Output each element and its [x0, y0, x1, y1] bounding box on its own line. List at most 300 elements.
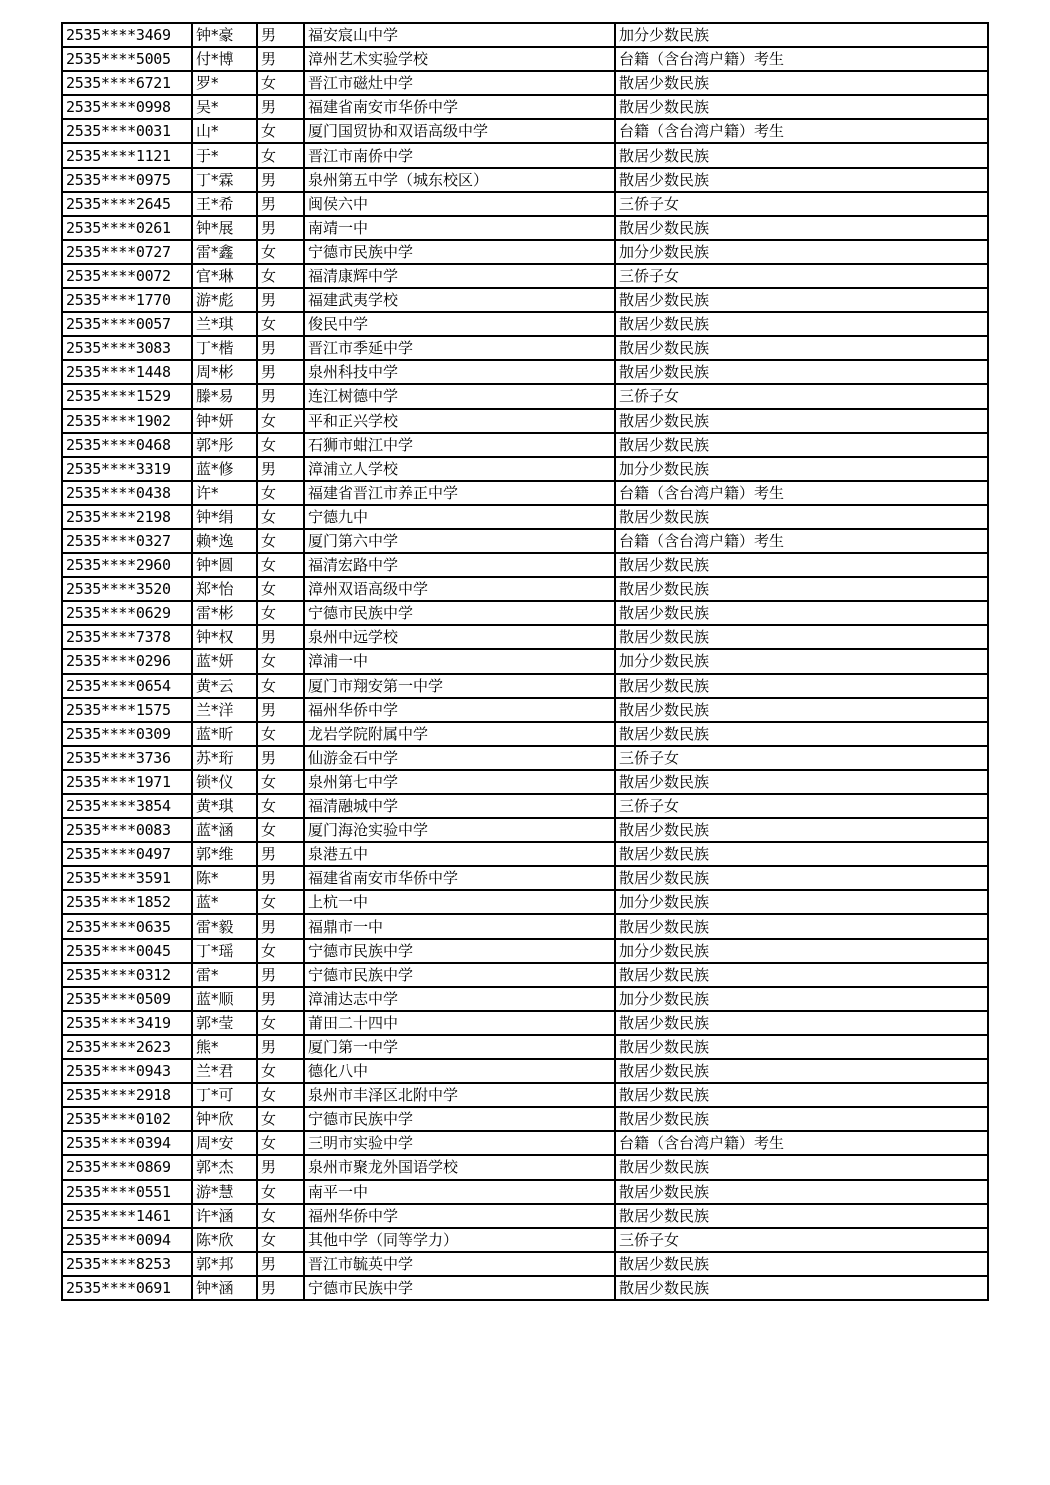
candidate-school-cell: 泉港五中: [304, 842, 615, 866]
candidate-id-cell: 2535****2198: [62, 505, 192, 529]
candidate-school-cell: 泉州市聚龙外国语学校: [304, 1155, 615, 1179]
table-row: [62, 601, 988, 625]
candidate-category-cell: 散居少数民族: [615, 818, 988, 842]
candidate-id-cell: 2535****1461: [62, 1204, 192, 1228]
candidate-school-cell: 漳州双语高级中学: [304, 577, 615, 601]
candidate-school-cell: 南靖一中: [304, 216, 615, 240]
candidate-sex-cell: 男: [257, 457, 304, 481]
candidate-name-cell: 蓝*妍: [192, 649, 257, 673]
candidate-category-cell: 三侨子女: [615, 384, 988, 408]
candidate-name-cell: 游*彪: [192, 288, 257, 312]
candidate-category-cell: 散居少数民族: [615, 601, 988, 625]
candidate-category-cell: 加分少数民族: [615, 890, 988, 914]
candidate-sex-cell: 男: [257, 866, 304, 890]
candidate-id-cell: 2535****3591: [62, 866, 192, 890]
candidate-school-cell: 平和正兴学校: [304, 409, 615, 433]
candidate-sex-cell: 女: [257, 312, 304, 336]
candidate-sex-cell: 女: [257, 1204, 304, 1228]
candidate-category-cell: 散居少数民族: [615, 866, 988, 890]
candidate-name-cell: 丁*楷: [192, 336, 257, 360]
candidate-sex-cell: 男: [257, 288, 304, 312]
table-row: [62, 963, 988, 987]
table-row: [62, 1035, 988, 1059]
candidate-sex-cell: 男: [257, 95, 304, 119]
candidate-sex-cell: 女: [257, 939, 304, 963]
candidate-category-cell: 加分少数民族: [615, 457, 988, 481]
candidate-sex-cell: 女: [257, 601, 304, 625]
candidate-name-cell: 赖*逸: [192, 529, 257, 553]
candidate-sex-cell: 男: [257, 842, 304, 866]
table-row: [62, 577, 988, 601]
candidate-school-cell: 宁德九中: [304, 505, 615, 529]
candidate-name-cell: 黄*云: [192, 674, 257, 698]
candidate-sex-cell: 女: [257, 553, 304, 577]
candidate-name-cell: 钟*权: [192, 625, 257, 649]
candidate-school-cell: 晋江市南侨中学: [304, 143, 615, 167]
candidate-school-cell: 福建省南安市华侨中学: [304, 866, 615, 890]
candidate-table-body: [62, 23, 988, 1300]
table-row: [62, 1180, 988, 1204]
candidate-school-cell: 莆田二十四中: [304, 1011, 615, 1035]
candidate-category-cell: 散居少数民族: [615, 1252, 988, 1276]
candidate-name-cell: 雷*鑫: [192, 240, 257, 264]
table-row: [62, 505, 988, 529]
candidate-school-cell: 宁德市民族中学: [304, 1276, 615, 1300]
candidate-id-cell: 2535****0691: [62, 1276, 192, 1300]
candidate-id-cell: 2535****0312: [62, 963, 192, 987]
candidate-sex-cell: 男: [257, 1155, 304, 1179]
candidate-id-cell: 2535****6721: [62, 71, 192, 95]
candidate-id-cell: 2535****0102: [62, 1107, 192, 1131]
candidate-id-cell: 2535****0869: [62, 1155, 192, 1179]
candidate-id-cell: 2535****0943: [62, 1059, 192, 1083]
table-row: [62, 842, 988, 866]
candidate-id-cell: 2535****2960: [62, 553, 192, 577]
candidate-sex-cell: 女: [257, 1131, 304, 1155]
table-row: [62, 1252, 988, 1276]
candidate-category-cell: 台籍（含台湾户籍）考生: [615, 47, 988, 71]
candidate-sex-cell: 男: [257, 360, 304, 384]
candidate-name-cell: 蓝*昕: [192, 722, 257, 746]
candidate-id-cell: 2535****0394: [62, 1131, 192, 1155]
table-row: [62, 384, 988, 408]
candidate-id-cell: 2535****3736: [62, 746, 192, 770]
candidate-category-cell: 台籍（含台湾户籍）考生: [615, 481, 988, 505]
candidate-school-cell: 宁德市民族中学: [304, 240, 615, 264]
table-row: [62, 1107, 988, 1131]
candidate-school-cell: 泉州市丰泽区北附中学: [304, 1083, 615, 1107]
candidate-school-cell: 宁德市民族中学: [304, 601, 615, 625]
candidate-category-cell: 散居少数民族: [615, 143, 988, 167]
candidate-sex-cell: 女: [257, 433, 304, 457]
candidate-name-cell: 郭*维: [192, 842, 257, 866]
table-row: [62, 1155, 988, 1179]
candidate-name-cell: 钟*欣: [192, 1107, 257, 1131]
candidate-sex-cell: 男: [257, 336, 304, 360]
candidate-id-cell: 2535****1529: [62, 384, 192, 408]
candidate-category-cell: 散居少数民族: [615, 505, 988, 529]
candidate-sex-cell: 女: [257, 1180, 304, 1204]
candidate-sex-cell: 女: [257, 71, 304, 95]
candidate-name-cell: 郭*邦: [192, 1252, 257, 1276]
candidate-category-cell: 散居少数民族: [615, 360, 988, 384]
candidate-name-cell: 付*博: [192, 47, 257, 71]
candidate-name-cell: 兰*洋: [192, 698, 257, 722]
table-row: [62, 71, 988, 95]
candidate-name-cell: 丁*霖: [192, 168, 257, 192]
candidate-name-cell: 钟*圆: [192, 553, 257, 577]
table-row: [62, 649, 988, 673]
candidate-school-cell: 晋江市季延中学: [304, 336, 615, 360]
candidate-sex-cell: 男: [257, 746, 304, 770]
table-row: [62, 481, 988, 505]
candidate-sex-cell: 男: [257, 168, 304, 192]
candidate-sex-cell: 男: [257, 1276, 304, 1300]
candidate-table: [61, 22, 989, 1301]
candidate-school-cell: 厦门海沧实验中学: [304, 818, 615, 842]
candidate-name-cell: 钟*豪: [192, 23, 257, 47]
candidate-sex-cell: 男: [257, 216, 304, 240]
candidate-sex-cell: 女: [257, 890, 304, 914]
table-row: [62, 818, 988, 842]
table-row: [62, 216, 988, 240]
table-row: [62, 746, 988, 770]
candidate-school-cell: 德化八中: [304, 1059, 615, 1083]
candidate-sex-cell: 女: [257, 649, 304, 673]
candidate-sex-cell: 男: [257, 23, 304, 47]
candidate-sex-cell: 男: [257, 1035, 304, 1059]
candidate-id-cell: 2535****2918: [62, 1083, 192, 1107]
candidate-name-cell: 黄*琪: [192, 794, 257, 818]
candidate-id-cell: 2535****0031: [62, 119, 192, 143]
table-row: [62, 794, 988, 818]
candidate-name-cell: 许*涵: [192, 1204, 257, 1228]
candidate-sex-cell: 男: [257, 625, 304, 649]
candidate-school-cell: 其他中学（同等学力）: [304, 1228, 615, 1252]
candidate-name-cell: 郭*莹: [192, 1011, 257, 1035]
candidate-sex-cell: 女: [257, 722, 304, 746]
candidate-sex-cell: 女: [257, 1083, 304, 1107]
table-row: [62, 890, 988, 914]
candidate-category-cell: 散居少数民族: [615, 1204, 988, 1228]
candidate-school-cell: 俊民中学: [304, 312, 615, 336]
candidate-category-cell: 三侨子女: [615, 1228, 988, 1252]
table-row: [62, 1131, 988, 1155]
table-row: [62, 47, 988, 71]
table-row: [62, 1276, 988, 1300]
candidate-school-cell: 厦门第六中学: [304, 529, 615, 553]
candidate-name-cell: 游*慧: [192, 1180, 257, 1204]
candidate-category-cell: 散居少数民族: [615, 722, 988, 746]
candidate-name-cell: 周*彬: [192, 360, 257, 384]
candidate-category-cell: 加分少数民族: [615, 939, 988, 963]
candidate-category-cell: 散居少数民族: [615, 288, 988, 312]
candidate-name-cell: 郭*彤: [192, 433, 257, 457]
candidate-name-cell: 兰*君: [192, 1059, 257, 1083]
candidate-school-cell: 厦门市翔安第一中学: [304, 674, 615, 698]
table-row: [62, 433, 988, 457]
candidate-category-cell: 加分少数民族: [615, 240, 988, 264]
candidate-id-cell: 2535****0635: [62, 914, 192, 938]
candidate-school-cell: 漳浦达志中学: [304, 987, 615, 1011]
candidate-name-cell: 钟*涵: [192, 1276, 257, 1300]
candidate-id-cell: 2535****2623: [62, 1035, 192, 1059]
candidate-id-cell: 2535****0094: [62, 1228, 192, 1252]
candidate-school-cell: 泉州第五中学（城东校区）: [304, 168, 615, 192]
candidate-id-cell: 2535****0083: [62, 818, 192, 842]
candidate-id-cell: 2535****0045: [62, 939, 192, 963]
candidate-name-cell: 陈*欣: [192, 1228, 257, 1252]
candidate-category-cell: 散居少数民族: [615, 1107, 988, 1131]
candidate-id-cell: 2535****3854: [62, 794, 192, 818]
candidate-id-cell: 2535****3520: [62, 577, 192, 601]
table-row: [62, 23, 988, 47]
candidate-id-cell: 2535****1852: [62, 890, 192, 914]
candidate-school-cell: 南平一中: [304, 1180, 615, 1204]
candidate-sex-cell: 女: [257, 674, 304, 698]
candidate-sex-cell: 男: [257, 384, 304, 408]
candidate-name-cell: 蓝*: [192, 890, 257, 914]
candidate-school-cell: 福清融城中学: [304, 794, 615, 818]
candidate-sex-cell: 女: [257, 264, 304, 288]
candidate-category-cell: 散居少数民族: [615, 1155, 988, 1179]
candidate-school-cell: 连江树德中学: [304, 384, 615, 408]
table-row: [62, 457, 988, 481]
table-row: [62, 939, 988, 963]
table-row: [62, 987, 988, 1011]
table-row: [62, 1204, 988, 1228]
candidate-sex-cell: 女: [257, 1011, 304, 1035]
candidate-id-cell: 2535****8253: [62, 1252, 192, 1276]
candidate-school-cell: 闽侯六中: [304, 192, 615, 216]
candidate-id-cell: 2535****3419: [62, 1011, 192, 1035]
candidate-name-cell: 兰*琪: [192, 312, 257, 336]
candidate-sex-cell: 男: [257, 47, 304, 71]
candidate-category-cell: 散居少数民族: [615, 71, 988, 95]
candidate-school-cell: 漳浦立人学校: [304, 457, 615, 481]
candidate-school-cell: 厦门第一中学: [304, 1035, 615, 1059]
candidate-sex-cell: 女: [257, 481, 304, 505]
candidate-sex-cell: 女: [257, 505, 304, 529]
candidate-name-cell: 蓝*修: [192, 457, 257, 481]
candidate-school-cell: 三明市实验中学: [304, 1131, 615, 1155]
candidate-school-cell: 石狮市蚶江中学: [304, 433, 615, 457]
candidate-id-cell: 2535****3083: [62, 336, 192, 360]
table-row: [62, 1011, 988, 1035]
table-row: [62, 866, 988, 890]
candidate-category-cell: 散居少数民族: [615, 674, 988, 698]
candidate-category-cell: 散居少数民族: [615, 1276, 988, 1300]
table-row: [62, 529, 988, 553]
candidate-id-cell: 2535****0509: [62, 987, 192, 1011]
candidate-id-cell: 2535****0551: [62, 1180, 192, 1204]
candidate-id-cell: 2535****5005: [62, 47, 192, 71]
candidate-category-cell: 三侨子女: [615, 794, 988, 818]
candidate-name-cell: 丁*可: [192, 1083, 257, 1107]
candidate-id-cell: 2535****7378: [62, 625, 192, 649]
candidate-category-cell: 散居少数民族: [615, 168, 988, 192]
candidate-id-cell: 2535****0998: [62, 95, 192, 119]
candidate-id-cell: 2535****1121: [62, 143, 192, 167]
candidate-name-cell: 郑*怡: [192, 577, 257, 601]
candidate-sex-cell: 女: [257, 1107, 304, 1131]
candidate-school-cell: 龙岩学院附属中学: [304, 722, 615, 746]
table-row: [62, 625, 988, 649]
candidate-name-cell: 钟*妍: [192, 409, 257, 433]
candidate-category-cell: 散居少数民族: [615, 577, 988, 601]
table-row: [62, 698, 988, 722]
candidate-sex-cell: 女: [257, 119, 304, 143]
table-row: [62, 119, 988, 143]
candidate-school-cell: 福建武夷学校: [304, 288, 615, 312]
candidate-id-cell: 2535****0727: [62, 240, 192, 264]
candidate-name-cell: 周*安: [192, 1131, 257, 1155]
candidate-name-cell: 吴*: [192, 95, 257, 119]
candidate-school-cell: 福鼎市一中: [304, 914, 615, 938]
candidate-sex-cell: 男: [257, 192, 304, 216]
candidate-name-cell: 雷*: [192, 963, 257, 987]
candidate-sex-cell: 男: [257, 1252, 304, 1276]
candidate-name-cell: 钟*绢: [192, 505, 257, 529]
table-row: [62, 192, 988, 216]
candidate-school-cell: 福州华侨中学: [304, 1204, 615, 1228]
candidate-category-cell: 散居少数民族: [615, 914, 988, 938]
candidate-category-cell: 散居少数民族: [615, 698, 988, 722]
table-row: [62, 288, 988, 312]
candidate-school-cell: 福安宸山中学: [304, 23, 615, 47]
candidate-id-cell: 2535****1971: [62, 770, 192, 794]
candidate-id-cell: 2535****0497: [62, 842, 192, 866]
table-row: [62, 1083, 988, 1107]
candidate-id-cell: 2535****1575: [62, 698, 192, 722]
candidate-sex-cell: 女: [257, 529, 304, 553]
candidate-sex-cell: 女: [257, 818, 304, 842]
candidate-category-cell: 散居少数民族: [615, 553, 988, 577]
candidate-id-cell: 2535****0468: [62, 433, 192, 457]
candidate-name-cell: 丁*瑶: [192, 939, 257, 963]
table-row: [62, 770, 988, 794]
candidate-id-cell: 2535****1770: [62, 288, 192, 312]
table-row: [62, 674, 988, 698]
candidate-id-cell: 2535****0629: [62, 601, 192, 625]
table-row: [62, 914, 988, 938]
table-row: [62, 336, 988, 360]
candidate-school-cell: 福清宏路中学: [304, 553, 615, 577]
candidate-id-cell: 2535****0327: [62, 529, 192, 553]
table-row: [62, 360, 988, 384]
candidate-name-cell: 王*希: [192, 192, 257, 216]
candidate-id-cell: 2535****3319: [62, 457, 192, 481]
candidate-name-cell: 陈*: [192, 866, 257, 890]
candidate-id-cell: 2535****0057: [62, 312, 192, 336]
candidate-sex-cell: 女: [257, 770, 304, 794]
candidate-name-cell: 许*: [192, 481, 257, 505]
candidate-category-cell: 三侨子女: [615, 746, 988, 770]
candidate-id-cell: 2535****2645: [62, 192, 192, 216]
candidate-name-cell: 熊*: [192, 1035, 257, 1059]
candidate-school-cell: 厦门国贸协和双语高级中学: [304, 119, 615, 143]
candidate-sex-cell: 女: [257, 240, 304, 264]
candidate-category-cell: 散居少数民族: [615, 95, 988, 119]
candidate-school-cell: 福清康辉中学: [304, 264, 615, 288]
candidate-category-cell: 散居少数民族: [615, 216, 988, 240]
candidate-sex-cell: 女: [257, 409, 304, 433]
candidate-school-cell: 漳浦一中: [304, 649, 615, 673]
table-row: [62, 722, 988, 746]
candidate-category-cell: 加分少数民族: [615, 649, 988, 673]
candidate-category-cell: 散居少数民族: [615, 433, 988, 457]
candidate-school-cell: 宁德市民族中学: [304, 1107, 615, 1131]
candidate-id-cell: 2535****1902: [62, 409, 192, 433]
candidate-category-cell: 散居少数民族: [615, 312, 988, 336]
candidate-school-cell: 晋江市磁灶中学: [304, 71, 615, 95]
candidate-category-cell: 散居少数民族: [615, 409, 988, 433]
table-row: [62, 143, 988, 167]
candidate-school-cell: 福建省晋江市养正中学: [304, 481, 615, 505]
candidate-name-cell: 于*: [192, 143, 257, 167]
candidate-sex-cell: 女: [257, 1059, 304, 1083]
candidate-id-cell: 2535****3469: [62, 23, 192, 47]
candidate-sex-cell: 男: [257, 698, 304, 722]
candidate-category-cell: 散居少数民族: [615, 1035, 988, 1059]
candidate-name-cell: 苏*珩: [192, 746, 257, 770]
candidate-category-cell: 散居少数民族: [615, 1011, 988, 1035]
candidate-sex-cell: 女: [257, 577, 304, 601]
candidate-category-cell: 散居少数民族: [615, 1059, 988, 1083]
table-row: [62, 409, 988, 433]
candidate-category-cell: 加分少数民族: [615, 987, 988, 1011]
candidate-category-cell: 台籍（含台湾户籍）考生: [615, 529, 988, 553]
candidate-school-cell: 福州华侨中学: [304, 698, 615, 722]
candidate-category-cell: 散居少数民族: [615, 336, 988, 360]
candidate-name-cell: 郭*杰: [192, 1155, 257, 1179]
candidate-name-cell: 蓝*顺: [192, 987, 257, 1011]
candidate-school-cell: 漳州艺术实验学校: [304, 47, 615, 71]
candidate-school-cell: 仙游金石中学: [304, 746, 615, 770]
candidate-sex-cell: 男: [257, 987, 304, 1011]
candidate-name-cell: 滕*易: [192, 384, 257, 408]
candidate-id-cell: 2535****0438: [62, 481, 192, 505]
candidate-school-cell: 上杭一中: [304, 890, 615, 914]
candidate-name-cell: 锁*仪: [192, 770, 257, 794]
candidate-name-cell: 蓝*涵: [192, 818, 257, 842]
candidate-category-cell: 散居少数民族: [615, 625, 988, 649]
table-row: [62, 168, 988, 192]
candidate-name-cell: 雷*毅: [192, 914, 257, 938]
table-row: [62, 553, 988, 577]
candidate-school-cell: 泉州中远学校: [304, 625, 615, 649]
candidate-id-cell: 2535****0975: [62, 168, 192, 192]
candidate-category-cell: 三侨子女: [615, 264, 988, 288]
candidate-category-cell: 三侨子女: [615, 192, 988, 216]
table-row: [62, 264, 988, 288]
table-row: [62, 95, 988, 119]
candidate-id-cell: 2535****0296: [62, 649, 192, 673]
candidate-name-cell: 山*: [192, 119, 257, 143]
candidate-category-cell: 散居少数民族: [615, 1180, 988, 1204]
candidate-school-cell: 泉州科技中学: [304, 360, 615, 384]
candidate-category-cell: 台籍（含台湾户籍）考生: [615, 119, 988, 143]
candidate-category-cell: 散居少数民族: [615, 1083, 988, 1107]
candidate-name-cell: 官*琳: [192, 264, 257, 288]
candidate-name-cell: 钟*展: [192, 216, 257, 240]
table-row: [62, 240, 988, 264]
candidate-category-cell: 台籍（含台湾户籍）考生: [615, 1131, 988, 1155]
candidate-sex-cell: 女: [257, 1228, 304, 1252]
candidate-id-cell: 2535****0309: [62, 722, 192, 746]
table-row: [62, 1059, 988, 1083]
table-row: [62, 1228, 988, 1252]
